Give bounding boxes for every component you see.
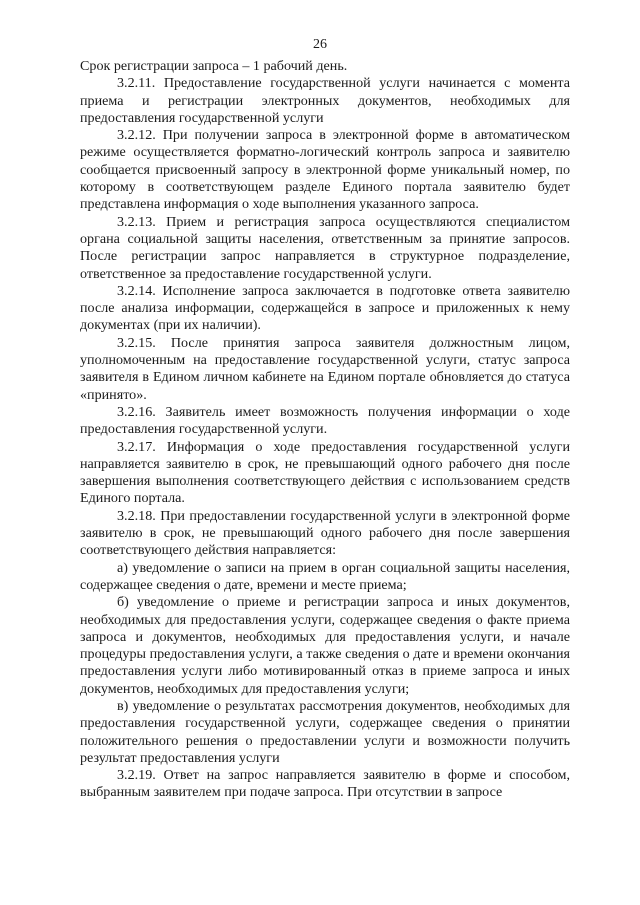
paragraph-3-2-15: 3.2.15. После принятия запроса заявителя должностным лицом, уполномоченным на предоставление государственной услуги, статус запроса заявителя в Едином личном кабинете на Едином портале обновляется до статуса «принято». xyxy=(80,334,570,403)
paragraph-3-2-16: 3.2.16. Заявитель имеет возможность получения информации о ходе предоставления государственной услуги. xyxy=(80,403,570,438)
paragraph-3-2-12: 3.2.12. При получении запроса в электронной форме в автоматическом режиме осуществляется форматно-логический контроль запроса и заявителю сообщается присвоенный запросу в электронной форме уникальный номер, по которому в соответствующем разделе Единого портала заявителю будет представлена информация о ходе выполнения указанного запроса. xyxy=(80,127,570,213)
paragraph-3-2-13: 3.2.13. Прием и регистрация запроса осуществляются специалистом органа социальной защиты населения, ответственным за принятие запросов. После регистрации запрос направляется в структурное подразделение, ответственное за предоставление государственной услуги. xyxy=(80,213,570,282)
paragraph-registration-term: Срок регистрации запроса – 1 рабочий день. xyxy=(80,58,348,74)
list-item-a: а) уведомление о записи на прием в орган социальной защиты населения, содержащее сведения о дате, времени и месте приема; xyxy=(80,559,570,593)
paragraph-3-2-17: 3.2.17. Информация о ходе предоставления государственной услуги направляется заявителю в срок, не превышающий одного рабочего дня после завершения выполнения соответствующего действия с использованием средств Единого портала. xyxy=(80,438,570,507)
document-body xyxy=(80,58,570,802)
list-item-v: в) уведомление о результатах рассмотрения документов, необходимых для предоставления государственной услуги, содержащее сведения о принятии положительного решения о предоставлении услуги и возможности получить результат предоставления услуги xyxy=(80,697,570,766)
paragraph-3-2-19: 3.2.19. Ответ на запрос направляется заявителю в форме и способом, выбранным заявителем при подаче запроса. При отсутствии в запросе xyxy=(80,767,570,801)
list-item-b: б) уведомление о приеме и регистрации запроса и иных документов, необходимых для предоставления услуги, содержащее сведения о факте приема запроса и документов, необходимых для предоставления услуги, и начале процедуры предоставления услуги, а также сведения о дате и времени окончания предоставления услуги либо мотивированный отказ в приеме запроса и иных документов, необходимых для предоставления услуги; xyxy=(80,594,570,697)
paragraph-3-2-11: 3.2.11. Предоставление государственной услуги начинается с момента приема и регистрации электронных документов, необходимых для предоставления государственной услуги xyxy=(80,75,570,126)
page-number: 26 xyxy=(313,37,327,52)
paragraph-3-2-18: 3.2.18. При предоставлении государственной услуги в электронной форме заявителю в срок, не превышающий одного рабочего дня после завершения соответствующего действия направляется: xyxy=(80,507,570,559)
paragraph-3-2-14: 3.2.14. Исполнение запроса заключается в подготовке ответа заявителю после анализа информации, содержащейся в запросе и приложенных к нему документах (при их наличии). xyxy=(80,282,570,334)
